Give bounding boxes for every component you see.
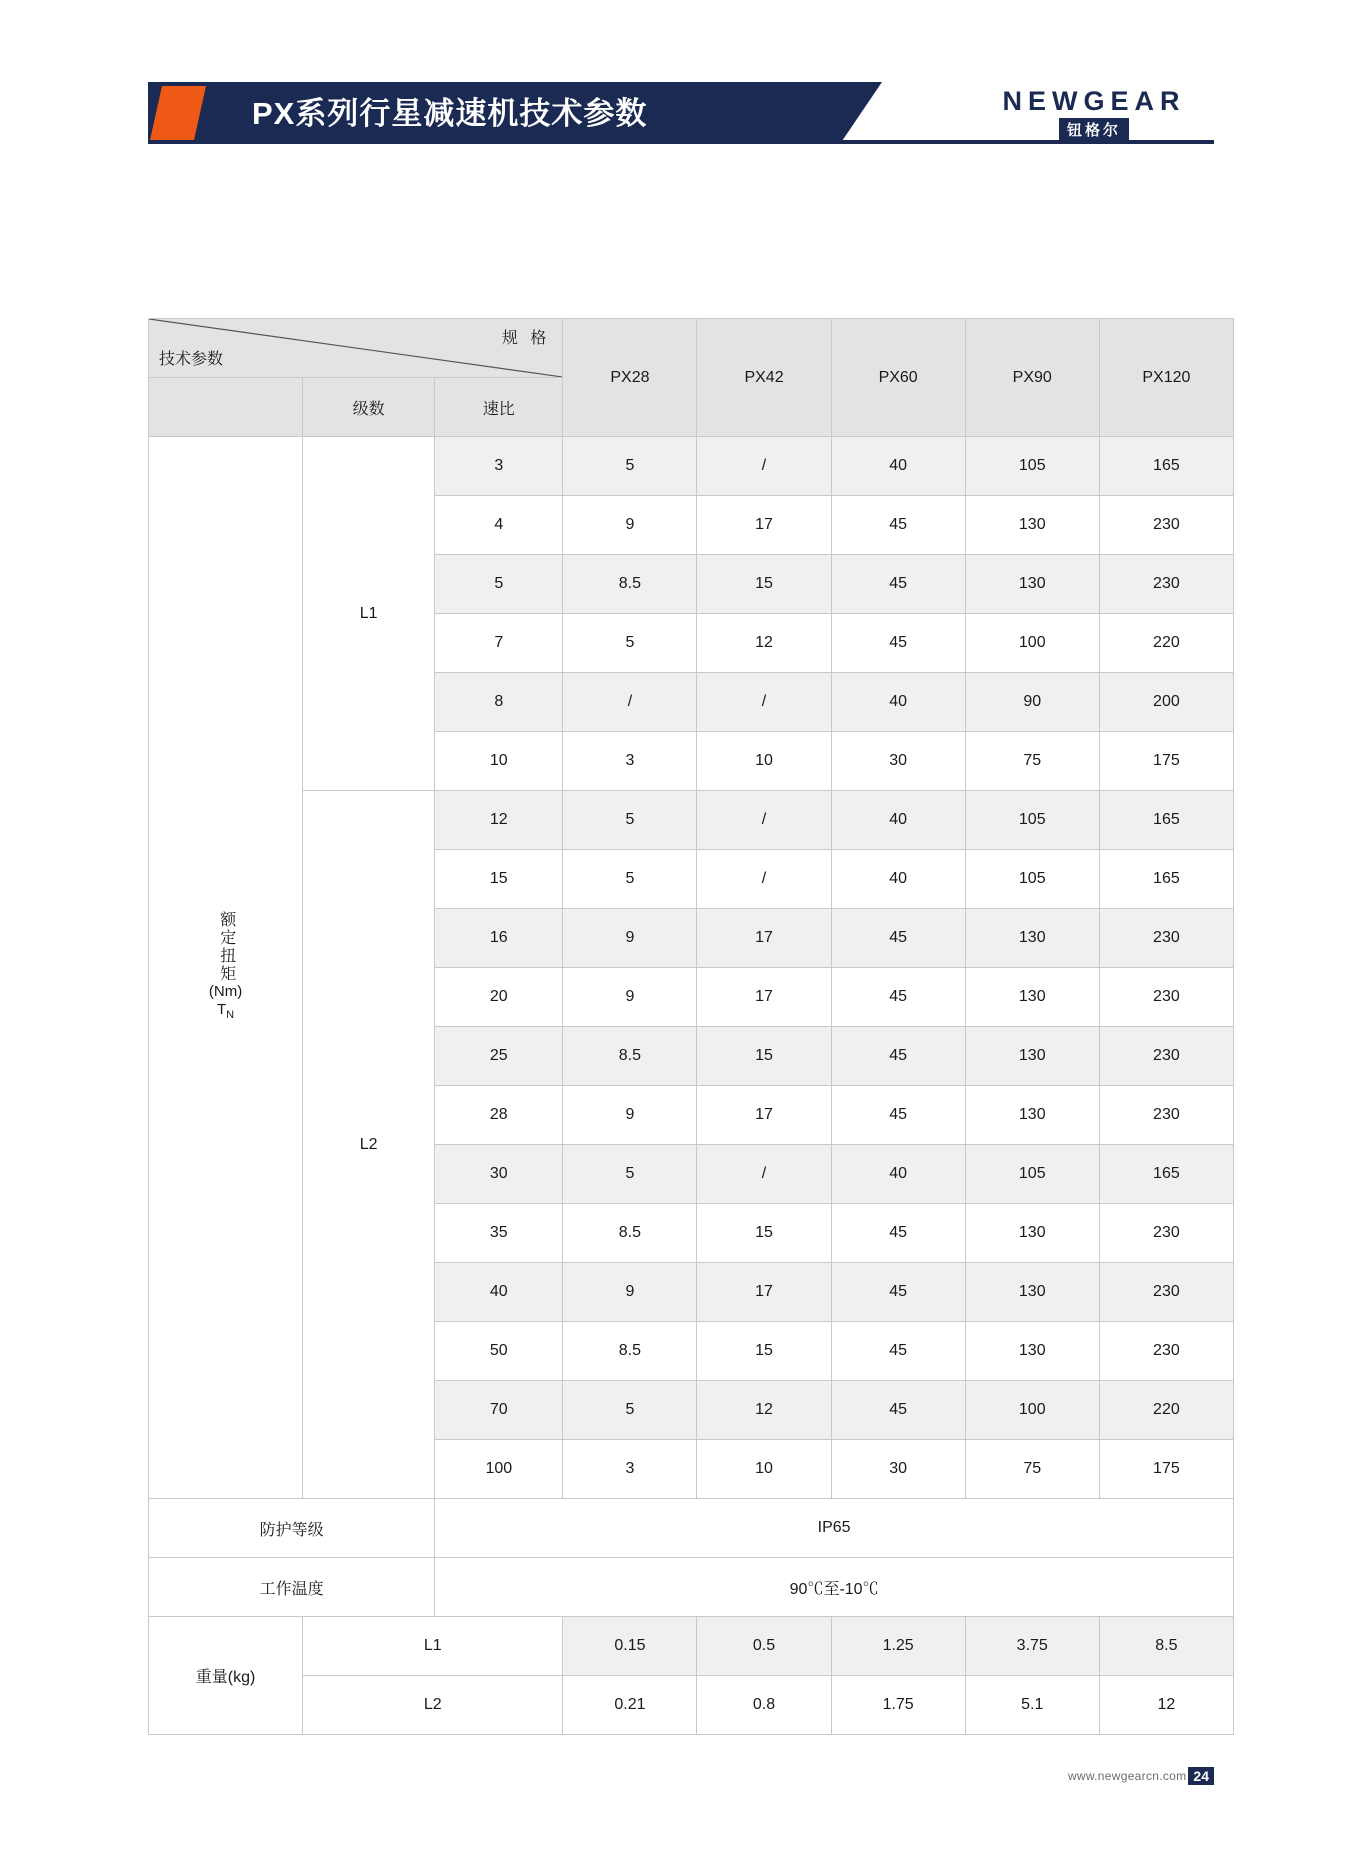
table-cell-value: 40 <box>831 850 965 909</box>
table-cell-value: 45 <box>831 1263 965 1322</box>
table-cell-value: 17 <box>697 968 831 1027</box>
table-cell-value: 220 <box>1099 614 1233 673</box>
ratio-value: 28 <box>435 1086 563 1145</box>
page-footer <box>1068 1767 1214 1785</box>
brand-sub-name: 钮格尔 <box>1059 118 1129 141</box>
ratio-value: 25 <box>435 1027 563 1086</box>
table-cell-value: 45 <box>831 968 965 1027</box>
table-cell-value: 200 <box>1099 673 1233 732</box>
table-cell-value: 45 <box>831 909 965 968</box>
table-cell-value: 5 <box>563 614 697 673</box>
table-cell-value: 17 <box>697 1263 831 1322</box>
corner-diagonal-cell <box>149 319 563 378</box>
table-cell-value: 9 <box>563 1263 697 1322</box>
header-ratio: 速比 <box>435 378 563 437</box>
table-cell-value: 230 <box>1099 555 1233 614</box>
weight-value: 0.21 <box>563 1676 697 1735</box>
ratio-value: 8 <box>435 673 563 732</box>
spec-table <box>148 318 1234 1735</box>
table-cell-value: 17 <box>697 909 831 968</box>
table-cell-value: 9 <box>563 909 697 968</box>
ratio-value: 4 <box>435 496 563 555</box>
table-cell-value: 40 <box>831 1145 965 1204</box>
header-blank-cell <box>149 378 303 437</box>
ratio-value: 40 <box>435 1263 563 1322</box>
table-cell-value: 230 <box>1099 909 1233 968</box>
table-cell-value: 9 <box>563 1086 697 1145</box>
table-cell-value: 230 <box>1099 1263 1233 1322</box>
weight-stage-l1: L1 <box>303 1617 563 1676</box>
ratio-value: 100 <box>435 1440 563 1499</box>
table-cell-value: 45 <box>831 496 965 555</box>
protection-value: IP65 <box>435 1499 1234 1558</box>
table-cell-value: / <box>563 673 697 732</box>
footer-page-number: 24 <box>1188 1767 1214 1785</box>
weight-value: 3.75 <box>965 1617 1099 1676</box>
weight-value: 1.75 <box>831 1676 965 1735</box>
model-header-px60: PX60 <box>831 319 965 437</box>
table-row <box>149 437 1234 496</box>
table-cell-value: 100 <box>965 1381 1099 1440</box>
weight-stage-l2: L2 <box>303 1676 563 1735</box>
table-cell-value: 130 <box>965 1204 1099 1263</box>
table-header-row-1 <box>149 319 1234 378</box>
table-cell-value: 45 <box>831 614 965 673</box>
spec-table-container <box>148 318 1234 1735</box>
weight-row-l2 <box>149 1676 1234 1735</box>
table-cell-value: 130 <box>965 1263 1099 1322</box>
ratio-value: 70 <box>435 1381 563 1440</box>
protection-row <box>149 1499 1234 1558</box>
weight-value: 0.5 <box>697 1617 831 1676</box>
table-cell-value: 17 <box>697 496 831 555</box>
weight-value: 0.8 <box>697 1676 831 1735</box>
table-cell-value: 230 <box>1099 1086 1233 1145</box>
table-cell-value: 230 <box>1099 968 1233 1027</box>
ratio-value: 5 <box>435 555 563 614</box>
torque-parameter-label <box>149 437 303 1499</box>
table-cell-value: / <box>697 673 831 732</box>
table-cell-value: 8.5 <box>563 555 697 614</box>
ratio-value: 30 <box>435 1145 563 1204</box>
weight-value: 0.15 <box>563 1617 697 1676</box>
table-cell-value: 3 <box>563 1440 697 1499</box>
table-cell-value: 230 <box>1099 496 1233 555</box>
table-cell-value: / <box>697 791 831 850</box>
table-cell-value: 105 <box>965 1145 1099 1204</box>
weight-value: 5.1 <box>965 1676 1099 1735</box>
table-cell-value: 230 <box>1099 1027 1233 1086</box>
table-cell-value: / <box>697 437 831 496</box>
table-cell-value: 75 <box>965 1440 1099 1499</box>
protection-label: 防护等级 <box>149 1499 435 1558</box>
table-cell-value: 5 <box>563 437 697 496</box>
table-cell-value: 130 <box>965 496 1099 555</box>
table-cell-value: 3 <box>563 732 697 791</box>
corner-spec-label: 规 格 <box>501 330 551 347</box>
corner-param-label: 技术参数 <box>159 351 224 368</box>
brand-logo <box>974 86 1214 141</box>
weight-value: 1.25 <box>831 1617 965 1676</box>
page-title: PX系列行星减速机技术参数 <box>252 96 648 131</box>
table-cell-value: 130 <box>965 555 1099 614</box>
table-cell-value: 130 <box>965 968 1099 1027</box>
table-cell-value: 10 <box>697 732 831 791</box>
table-cell-value: 45 <box>831 555 965 614</box>
table-cell-value: 105 <box>965 437 1099 496</box>
table-cell-value: 12 <box>697 1381 831 1440</box>
table-cell-value: 9 <box>563 968 697 1027</box>
weight-value: 8.5 <box>1099 1617 1233 1676</box>
table-cell-value: 130 <box>965 1322 1099 1381</box>
model-header-px42: PX42 <box>697 319 831 437</box>
temperature-label: 工作温度 <box>149 1558 435 1617</box>
table-cell-value: 165 <box>1099 850 1233 909</box>
temperature-value: 90℃至-10℃ <box>435 1558 1234 1617</box>
temperature-row <box>149 1558 1234 1617</box>
table-cell-value: 8.5 <box>563 1204 697 1263</box>
table-cell-value: 175 <box>1099 732 1233 791</box>
table-cell-value: 5 <box>563 850 697 909</box>
ratio-value: 12 <box>435 791 563 850</box>
table-cell-value: 15 <box>697 1322 831 1381</box>
table-cell-value: 17 <box>697 1086 831 1145</box>
page-header <box>0 82 1362 154</box>
table-cell-value: 90 <box>965 673 1099 732</box>
table-cell-value: / <box>697 850 831 909</box>
table-cell-value: 165 <box>1099 1145 1233 1204</box>
torque-label-main: 额定扭矩 <box>217 911 235 983</box>
model-header-px90: PX90 <box>965 319 1099 437</box>
table-cell-value: 45 <box>831 1204 965 1263</box>
table-cell-value: 8.5 <box>563 1322 697 1381</box>
table-cell-value: 15 <box>697 1027 831 1086</box>
ratio-value: 20 <box>435 968 563 1027</box>
table-cell-value: 45 <box>831 1027 965 1086</box>
table-cell-value: 9 <box>563 496 697 555</box>
table-cell-value: 30 <box>831 732 965 791</box>
table-cell-value: 40 <box>831 437 965 496</box>
table-cell-value: 45 <box>831 1322 965 1381</box>
weight-label: 重量(kg) <box>149 1617 303 1735</box>
weight-row-l1 <box>149 1617 1234 1676</box>
stage-label-l1: L1 <box>303 437 435 791</box>
ratio-value: 10 <box>435 732 563 791</box>
table-cell-value: 45 <box>831 1381 965 1440</box>
table-cell-value: 220 <box>1099 1381 1233 1440</box>
table-row <box>149 791 1234 850</box>
ratio-value: 15 <box>435 850 563 909</box>
table-cell-value: 15 <box>697 555 831 614</box>
table-cell-value: 5 <box>563 1145 697 1204</box>
ratio-value: 16 <box>435 909 563 968</box>
model-header-px28: PX28 <box>563 319 697 437</box>
torque-label-unit: (Nm) <box>208 983 243 1000</box>
weight-value: 12 <box>1099 1676 1233 1735</box>
footer-url[interactable]: www.newgearcn.com <box>1067 1769 1187 1783</box>
table-cell-value: 100 <box>965 614 1099 673</box>
ratio-value: 35 <box>435 1204 563 1263</box>
table-cell-value: 10 <box>697 1440 831 1499</box>
table-cell-value: 130 <box>965 1086 1099 1145</box>
table-cell-value: 230 <box>1099 1322 1233 1381</box>
table-cell-value: 45 <box>831 1086 965 1145</box>
table-cell-value: 15 <box>697 1204 831 1263</box>
table-cell-value: 8.5 <box>563 1027 697 1086</box>
table-cell-value: 5 <box>563 1381 697 1440</box>
table-cell-value: 130 <box>965 909 1099 968</box>
table-cell-value: 165 <box>1099 791 1233 850</box>
stage-label-l2: L2 <box>303 791 435 1499</box>
header-stage: 级数 <box>303 378 435 437</box>
ratio-value: 7 <box>435 614 563 673</box>
table-cell-value: / <box>697 1145 831 1204</box>
table-cell-value: 230 <box>1099 1204 1233 1263</box>
table-cell-value: 105 <box>965 791 1099 850</box>
table-cell-value: 12 <box>697 614 831 673</box>
table-cell-value: 5 <box>563 791 697 850</box>
torque-label-symbol: $T_N$ <box>217 1001 235 1021</box>
brand-name: NEWGEAR <box>1002 86 1186 116</box>
table-cell-value: 130 <box>965 1027 1099 1086</box>
table-cell-value: 40 <box>831 673 965 732</box>
table-cell-value: 105 <box>965 850 1099 909</box>
ratio-value: 3 <box>435 437 563 496</box>
model-header-px120: PX120 <box>1099 319 1233 437</box>
table-cell-value: 30 <box>831 1440 965 1499</box>
table-cell-value: 40 <box>831 791 965 850</box>
table-cell-value: 75 <box>965 732 1099 791</box>
table-cell-value: 165 <box>1099 437 1233 496</box>
ratio-value: 50 <box>435 1322 563 1381</box>
table-cell-value: 175 <box>1099 1440 1233 1499</box>
